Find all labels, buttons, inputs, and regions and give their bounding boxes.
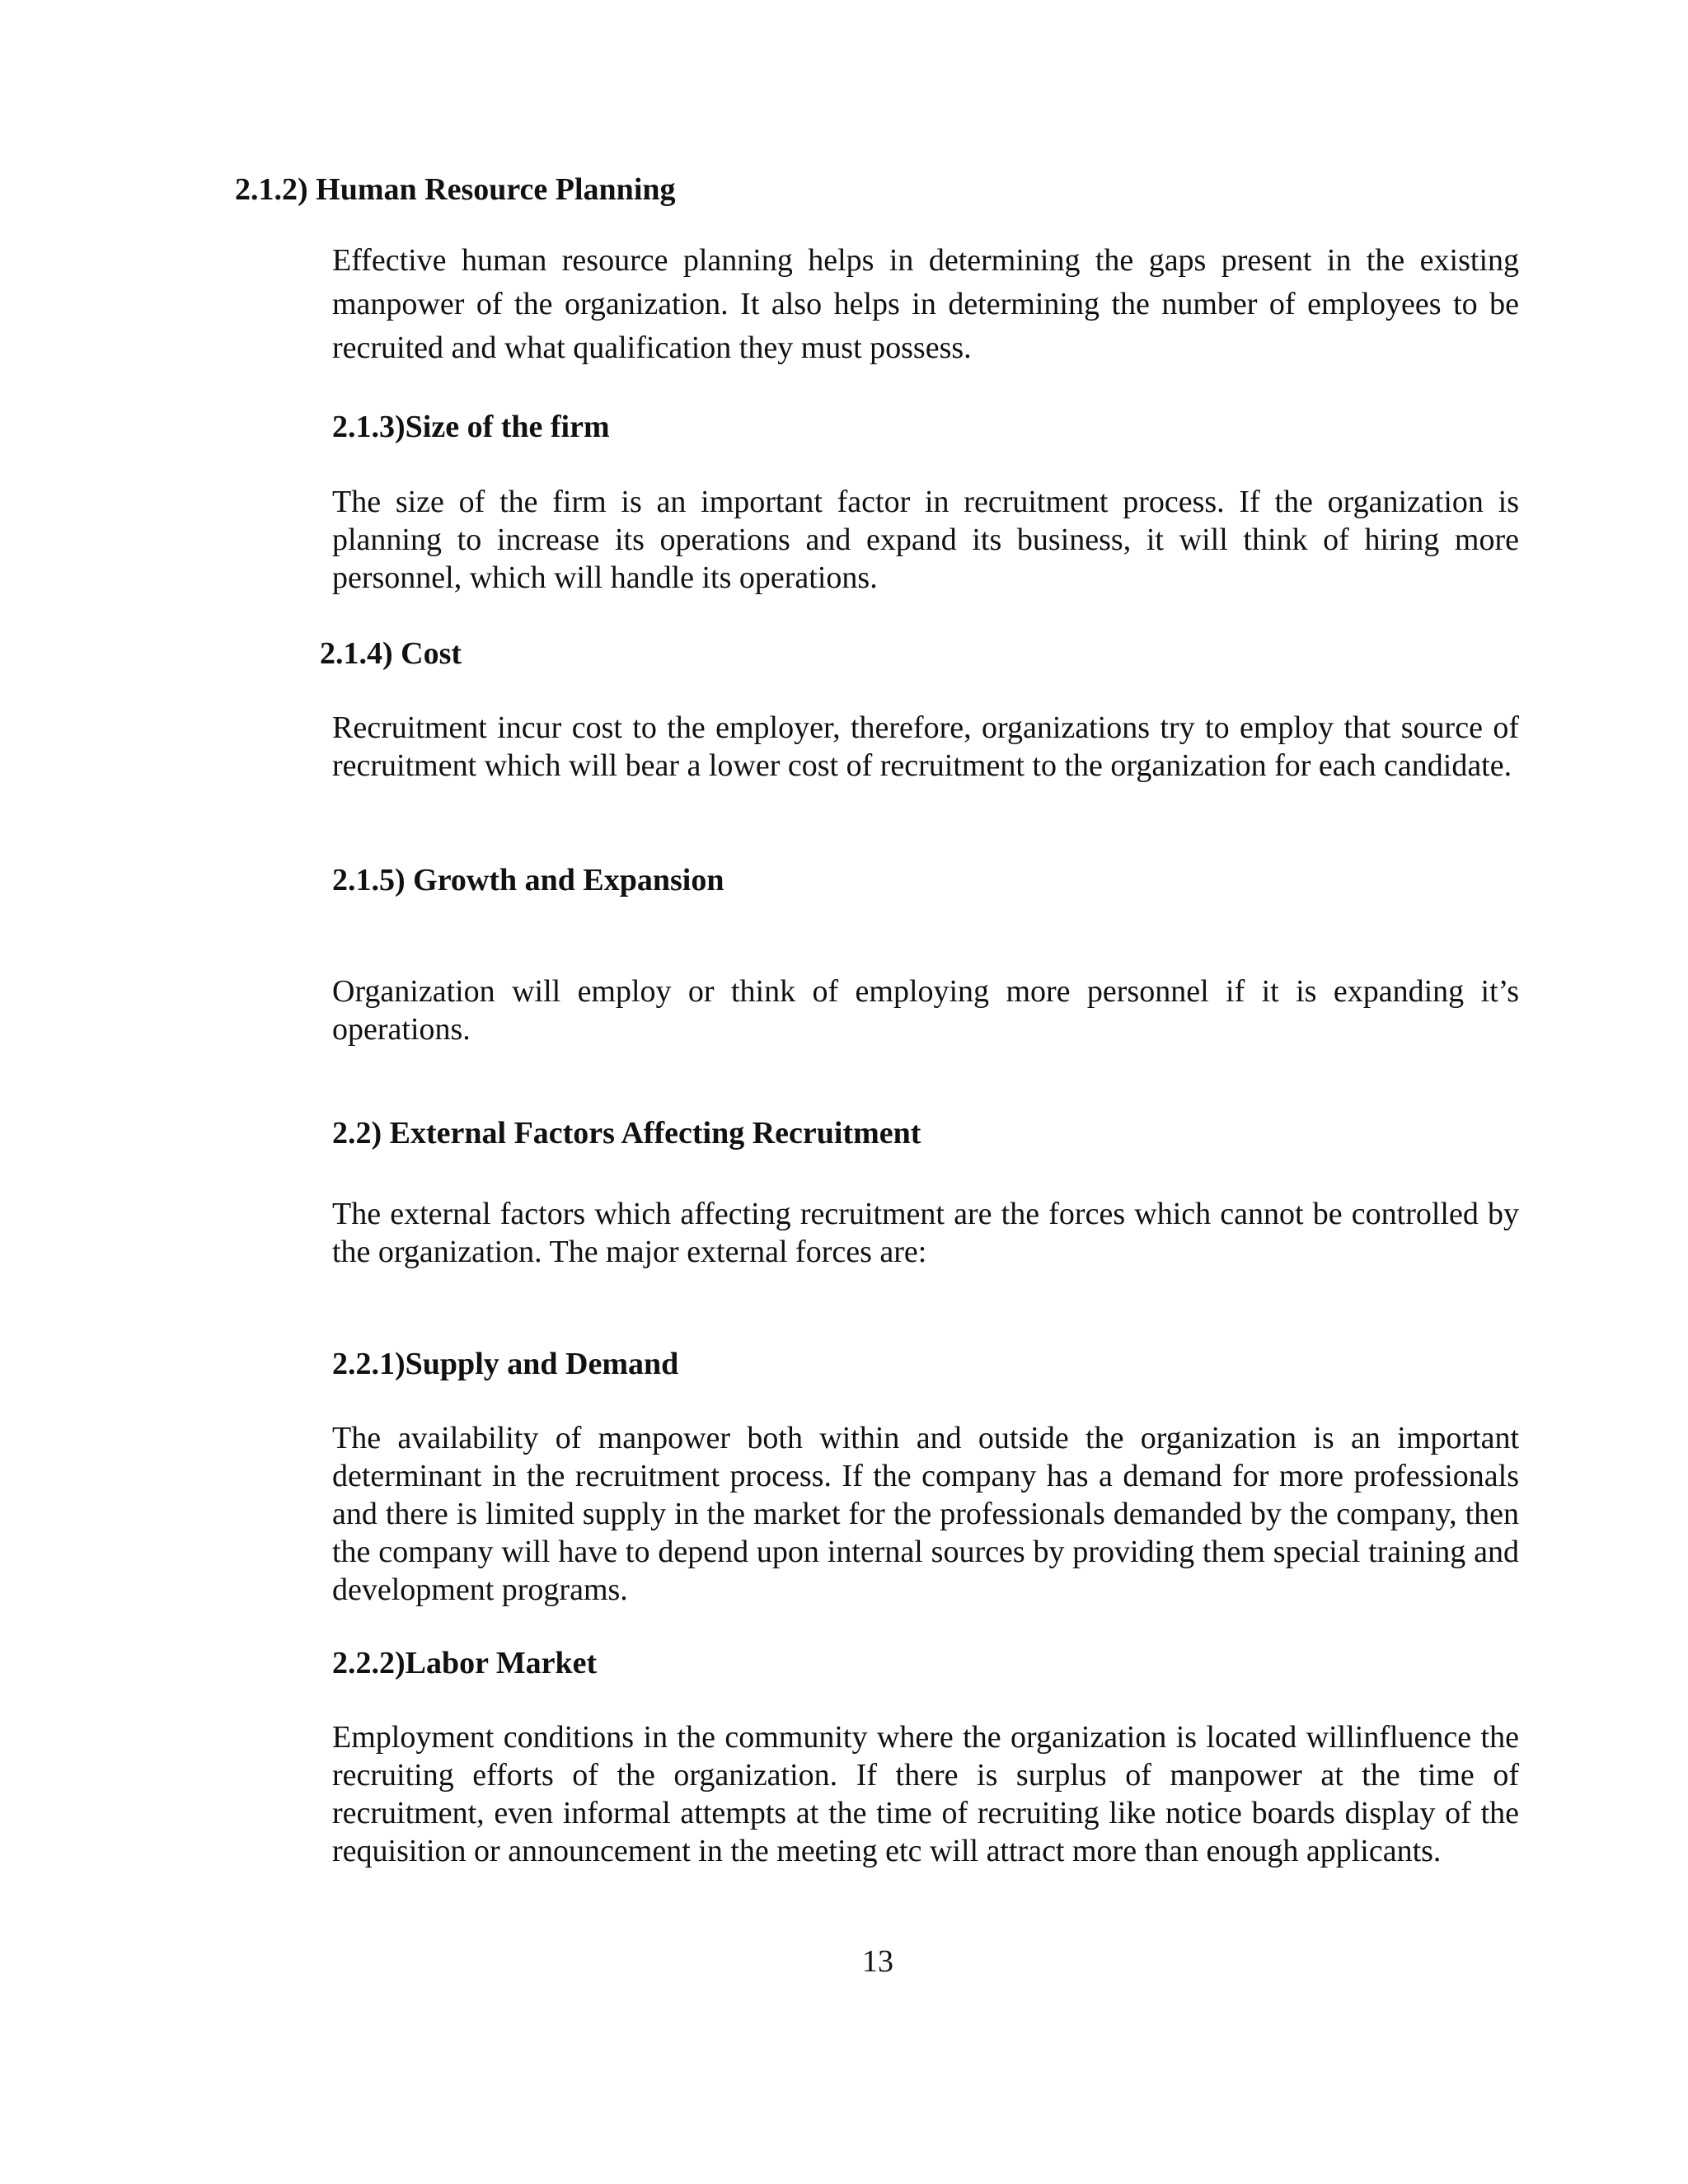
- heading-labor-market: 2.2.2)Labor Market: [332, 1646, 598, 1680]
- heading-external-factors: 2.2) External Factors Affecting Recruitment: [332, 1116, 921, 1151]
- heading-human-resource-planning: 2.1.2) Human Resource Planning: [235, 172, 676, 207]
- paragraph-external-factors: The external factors which affecting recruitment are the forces which cannot be controlled by the organization. The major external forces are:: [332, 1197, 1519, 1269]
- heading-size-of-firm: 2.1.3)Size of the firm: [332, 410, 610, 444]
- paragraph-labor-market: Employment conditions in the community where the organization is located willinfluence the recruiting efforts of the organization. If there is surplus of manpower at the time of recruitment, even informal attempts at the time of recruiting like notice boards display of the requisition or announcement in the meeting etc will attract more than enough applicants.: [332, 1720, 1519, 1868]
- heading-cost: 2.1.4) Cost: [320, 636, 462, 671]
- heading-supply-and-demand: 2.2.1)Supply and Demand: [332, 1347, 679, 1381]
- heading-growth-and-expansion: 2.1.5) Growth and Expansion: [332, 863, 724, 898]
- paragraph-cost: Recruitment incur cost to the employer, therefore, organizations try to employ that source of recruitment which will bear a lower cost of recruitment to the organization for each candidate.: [332, 710, 1519, 783]
- page-number: 13: [862, 1944, 893, 1979]
- paragraph-size-of-firm: The size of the firm is an important factor in recruitment process. If the organization is planning to increase its operations and expand its business, it will think of hiring more personnel, which will handle its operations.: [332, 485, 1519, 595]
- paragraph-growth-and-expansion: Organization will employ or think of employing more personnel if it is expanding it’s operations.: [332, 974, 1519, 1047]
- paragraph-supply-and-demand: The availability of manpower both within and outside the organization is an important determinant in the recruitment process. If the company has a demand for more professionals and there is limited supply in the market for the professionals demanded by the company, then the company will have to depend upon internal sources by providing them special training and development programs.: [332, 1421, 1519, 1607]
- paragraph-human-resource-planning: Effective human resource planning helps in determining the gaps present in the existing manpower of the organization. It also helps in determining the number of employees to be recruited and what qualification they must possess.: [332, 243, 1519, 365]
